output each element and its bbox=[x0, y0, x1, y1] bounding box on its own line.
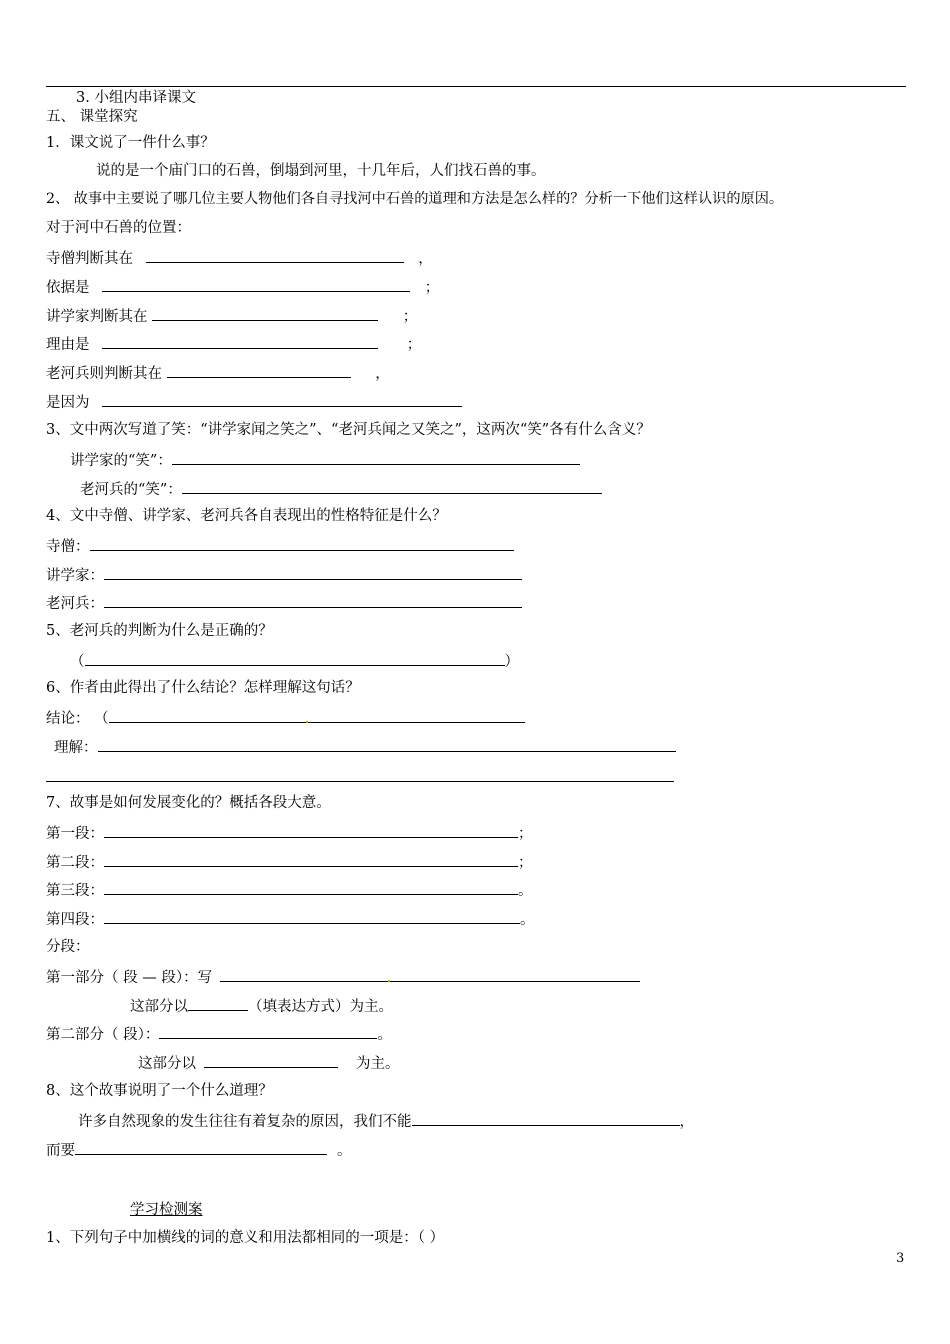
test-q1: 1、下列句子中加横线的词的意义和用法都相同的一项是：（ ） bbox=[46, 1230, 445, 1246]
q7-division: 分段： bbox=[46, 939, 90, 955]
q8-line-1: 许多自然现象的发生往往有着复杂的原因，我们不能 ， bbox=[78, 1111, 694, 1131]
q5-answer: （ ） bbox=[70, 651, 519, 671]
answer-line bbox=[46, 781, 674, 782]
answer-blank[interactable] bbox=[204, 1053, 338, 1068]
q2-row-label: 讲学家判断其在 bbox=[46, 309, 148, 325]
item-3: 3. 小组内串译课文 bbox=[76, 90, 196, 106]
answer-blank[interactable] bbox=[104, 565, 522, 580]
q7-part-2-note: 这部分以 为主。 bbox=[138, 1053, 400, 1073]
q4-answer-3: 老河兵： bbox=[46, 593, 522, 613]
answer-blank[interactable] bbox=[104, 823, 518, 838]
answer-blank[interactable] bbox=[102, 334, 378, 349]
answer-blank[interactable] bbox=[167, 363, 351, 378]
q4-question: 4、文中寺僧、讲学家、老河兵各自表现出的性格特征是什么？ bbox=[46, 508, 447, 524]
q3-answer-2: 老河兵的“笑”： bbox=[80, 479, 602, 499]
q2-row-label: 老河兵则判断其在 bbox=[46, 366, 162, 382]
answer-blank[interactable] bbox=[220, 967, 640, 982]
test-title: 学习检测案 bbox=[130, 1202, 203, 1218]
answer-blank[interactable] bbox=[102, 277, 410, 292]
answer-blank[interactable] bbox=[104, 852, 518, 867]
q2-row-label: 是因为 bbox=[46, 395, 90, 411]
q7-question: 7、故事是如何发展变化的？概括各段大意。 bbox=[46, 795, 331, 811]
answer-blank[interactable] bbox=[182, 479, 602, 494]
q7-paragraph-4: 第四段： 。 bbox=[46, 909, 535, 929]
answer-blank[interactable] bbox=[104, 593, 522, 608]
q1-answer: 说的是一个庙门口的石兽，倒塌到河里，十几年后，人们找石兽的事。 bbox=[96, 163, 546, 179]
answer-blank[interactable] bbox=[104, 909, 520, 924]
header-rule bbox=[46, 86, 906, 87]
answer-blank[interactable] bbox=[85, 651, 505, 666]
q6-conclusion: 结论： （ bbox=[46, 708, 525, 728]
q1-question: 1．课文说了一件什么事？ bbox=[46, 135, 215, 151]
q2-row-4: 理由是 ； bbox=[46, 334, 421, 354]
q3-question: 3、文中两次写道了笑：“讲学家闻之笑之”、“老河兵闻之又笑之”，这两次“笑”各有什么含义？ bbox=[46, 422, 651, 438]
q2-row-label: 寺僧判断其在 bbox=[46, 251, 133, 267]
answer-blank[interactable] bbox=[159, 1024, 377, 1039]
q2-question: 2、 故事中主要说了哪几位主要人物他们各自寻找河中石兽的道理和方法是怎么样的？分析一下他们这样认识的原因。 bbox=[46, 191, 784, 207]
q4-answer-1: 寺僧： bbox=[46, 536, 514, 556]
q2-row-label: 依据是 bbox=[46, 280, 90, 296]
q3-answer-1: 讲学家的“笑”： bbox=[70, 450, 580, 470]
answer-blank[interactable] bbox=[188, 996, 248, 1011]
q2-row-1: 寺僧判断其在 ， bbox=[46, 248, 433, 268]
q5-question: 5、老河兵的判断为什么是正确的？ bbox=[46, 623, 273, 639]
q6-understanding: 理解： bbox=[54, 737, 676, 757]
q4-answer-2: 讲学家： bbox=[46, 565, 522, 585]
q2-row-3: 讲学家判断其在 ； bbox=[46, 306, 417, 326]
q7-part-1-note: 这部分以 （填表达方式）为主。 bbox=[130, 996, 393, 1016]
q7-part-1: 第一部分（ 段 — 段）：写 bbox=[46, 967, 640, 987]
answer-blank[interactable] bbox=[109, 708, 525, 723]
q2-row-label: 理由是 bbox=[46, 337, 90, 353]
q2-intro: 对于河中石兽的位置： bbox=[46, 220, 191, 236]
answer-blank[interactable] bbox=[152, 306, 378, 321]
answer-blank[interactable] bbox=[146, 248, 404, 263]
q2-row-2: 依据是 ； bbox=[46, 277, 439, 297]
q7-part-2: 第二部分（ 段）： 。 bbox=[46, 1024, 392, 1044]
answer-blank[interactable] bbox=[75, 1140, 327, 1155]
q6-question: 6、作者由此得出了什么结论？怎样理解这句话？ bbox=[46, 680, 360, 696]
page-number: 3 bbox=[896, 1251, 905, 1266]
answer-blank[interactable] bbox=[104, 880, 518, 895]
q2-row-5: 老河兵则判断其在 ， bbox=[46, 363, 390, 383]
q2-row-6 bbox=[46, 392, 462, 412]
q8-line-2: 而要 。 bbox=[46, 1140, 352, 1160]
q8-question: 8、这个故事说明了一个什么道理？ bbox=[46, 1083, 273, 1099]
answer-blank[interactable] bbox=[412, 1111, 680, 1126]
answer-blank[interactable] bbox=[90, 536, 514, 551]
q7-paragraph-2: 第二段： ； bbox=[46, 852, 533, 872]
section-5-title: 五、 课堂探究 bbox=[46, 109, 138, 125]
decoration-dot bbox=[306, 721, 308, 723]
answer-blank[interactable] bbox=[102, 392, 462, 407]
q7-paragraph-1: 第一段： ； bbox=[46, 823, 533, 843]
decoration-dot bbox=[388, 980, 390, 982]
answer-blank[interactable] bbox=[98, 737, 676, 752]
answer-blank[interactable] bbox=[172, 450, 580, 465]
q7-paragraph-3: 第三段： 。 bbox=[46, 880, 533, 900]
